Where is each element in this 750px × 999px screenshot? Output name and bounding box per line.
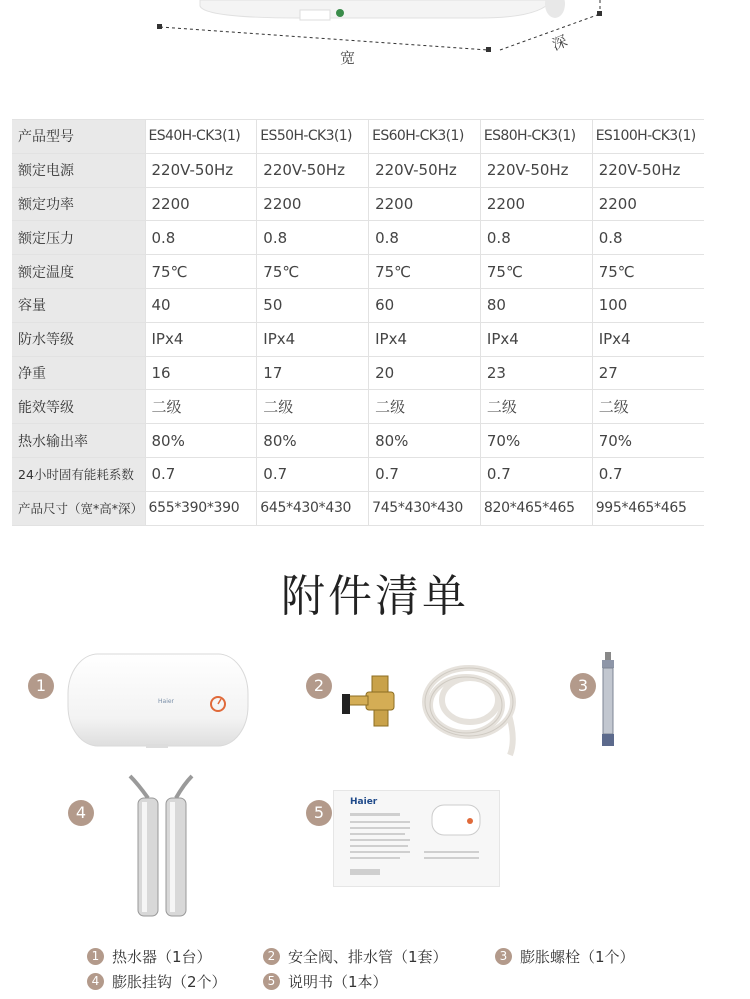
legend-text-2: 安全阀、排水管（1套） xyxy=(288,948,448,966)
spec-row xyxy=(12,322,704,356)
spec-cell: 0.7 xyxy=(257,457,369,491)
spec-cell: 20 xyxy=(369,356,481,390)
spec-cell: 75℃ xyxy=(592,255,704,289)
spec-cell: 75℃ xyxy=(369,255,481,289)
spec-cell: 0.7 xyxy=(480,457,592,491)
legend-item-4 xyxy=(87,971,227,992)
badge-3: 3 xyxy=(570,673,596,699)
spec-row xyxy=(12,120,704,154)
spec-row xyxy=(12,288,704,322)
spec-cell: 220V-50Hz xyxy=(592,153,704,187)
spec-cell: 0.7 xyxy=(369,457,481,491)
spec-cell: IPx4 xyxy=(480,322,592,356)
spec-row-label: 额定温度 xyxy=(12,255,145,289)
depth-label: 深 xyxy=(549,31,571,55)
spec-cell: 75℃ xyxy=(145,255,257,289)
spec-row xyxy=(12,187,704,221)
badge-5: 5 xyxy=(306,800,332,826)
spec-cell: 0.8 xyxy=(257,221,369,255)
badge-2: 2 xyxy=(306,673,332,699)
spec-cell: 220V-50Hz xyxy=(480,153,592,187)
legend-text-1: 热水器（1台） xyxy=(112,948,212,966)
spec-cell: 0.7 xyxy=(592,457,704,491)
heater-brand: Haier xyxy=(158,698,175,705)
legend-num-1: 1 xyxy=(87,948,104,965)
spec-row xyxy=(12,424,704,458)
legend-num-5: 5 xyxy=(263,973,280,990)
width-label: 宽 xyxy=(340,49,356,67)
spec-row-label: 能效等级 xyxy=(12,390,145,424)
legend-item-1 xyxy=(87,946,212,967)
spec-cell: 2200 xyxy=(257,187,369,221)
spec-cell: ES40H-CK3(1) xyxy=(145,120,257,154)
accessories-title: 附件清单 xyxy=(281,571,469,622)
spec-cell: 16 xyxy=(145,356,257,390)
dimension-drawing xyxy=(0,0,750,80)
spec-row-label: 防水等级 xyxy=(12,322,145,356)
spec-cell: 80 xyxy=(480,288,592,322)
spec-cell: IPx4 xyxy=(592,322,704,356)
spec-cell: 2200 xyxy=(592,187,704,221)
spec-row xyxy=(12,457,704,491)
spec-cell: 2200 xyxy=(145,187,257,221)
spec-cell: 17 xyxy=(257,356,369,390)
spec-cell: 27 xyxy=(592,356,704,390)
spec-cell: IPx4 xyxy=(145,322,257,356)
legend-item-2 xyxy=(263,946,448,967)
legend-text-4: 膨胀挂钩（2个） xyxy=(112,973,227,991)
spec-cell: 80% xyxy=(257,424,369,458)
spec-cell: ES60H-CK3(1) xyxy=(369,120,481,154)
spec-cell: 100 xyxy=(592,288,704,322)
spec-row-label: 热水输出率 xyxy=(12,424,145,458)
spec-cell: 645*430*430 xyxy=(257,491,369,525)
spec-row-label: 容量 xyxy=(12,288,145,322)
expansion-hooks-image xyxy=(124,772,200,920)
spec-cell: 75℃ xyxy=(480,255,592,289)
spec-cell: 80% xyxy=(369,424,481,458)
spec-row-label: 产品型号 xyxy=(12,120,145,154)
spec-cell: ES80H-CK3(1) xyxy=(480,120,592,154)
spec-row xyxy=(12,491,704,525)
legend-item-3 xyxy=(495,946,635,967)
spec-row xyxy=(12,390,704,424)
legend-text-5: 说明书（1本） xyxy=(288,973,388,991)
spec-cell: IPx4 xyxy=(369,322,481,356)
spec-row-label: 净重 xyxy=(12,356,145,390)
spec-cell: 220V-50Hz xyxy=(257,153,369,187)
spec-cell: 2200 xyxy=(369,187,481,221)
dimension-lines xyxy=(0,0,750,80)
spec-cell: 二级 xyxy=(592,390,704,424)
spec-cell: IPx4 xyxy=(257,322,369,356)
spec-cell: 745*430*430 xyxy=(369,491,481,525)
spec-cell: ES50H-CK3(1) xyxy=(257,120,369,154)
manual-brand: Haier xyxy=(350,797,378,807)
spec-cell: 820*465*465 xyxy=(480,491,592,525)
spec-cell: 2200 xyxy=(480,187,592,221)
spec-cell: 23 xyxy=(480,356,592,390)
spec-cell: 二级 xyxy=(369,390,481,424)
user-manual-image xyxy=(333,790,500,887)
spec-cell: 50 xyxy=(257,288,369,322)
water-heater-image xyxy=(66,652,250,748)
badge-4: 4 xyxy=(68,800,94,826)
safety-valve-image xyxy=(340,672,410,732)
spec-row xyxy=(12,356,704,390)
spec-row-label: 额定电源 xyxy=(12,153,145,187)
spec-cell: 655*390*390 xyxy=(145,491,257,525)
spec-cell: 0.8 xyxy=(480,221,592,255)
spec-row-label: 额定功率 xyxy=(12,187,145,221)
spec-cell: 70% xyxy=(480,424,592,458)
spec-row xyxy=(12,153,704,187)
spec-cell: 二级 xyxy=(480,390,592,424)
spec-cell: 60 xyxy=(369,288,481,322)
spec-cell: 0.8 xyxy=(145,221,257,255)
legend-text-3: 膨胀螺栓（1个） xyxy=(520,948,635,966)
spec-row xyxy=(12,255,704,289)
legend-num-4: 4 xyxy=(87,973,104,990)
spec-cell: 二级 xyxy=(145,390,257,424)
spec-cell: 二级 xyxy=(257,390,369,424)
spec-cell: 220V-50Hz xyxy=(369,153,481,187)
legend-num-3: 3 xyxy=(495,948,512,965)
spec-row-label: 额定压力 xyxy=(12,221,145,255)
spec-cell: 220V-50Hz xyxy=(145,153,257,187)
badge-1: 1 xyxy=(28,673,54,699)
expansion-bolt-image xyxy=(598,652,618,747)
spec-cell: 0.8 xyxy=(592,221,704,255)
spec-table-body xyxy=(12,120,704,526)
spec-table xyxy=(12,119,704,526)
spec-cell: 995*465*465 xyxy=(592,491,704,525)
spec-cell: 40 xyxy=(145,288,257,322)
legend-item-5 xyxy=(263,971,388,992)
spec-cell: ES100H-CK3(1) xyxy=(592,120,704,154)
spec-cell: 70% xyxy=(592,424,704,458)
spec-cell: 75℃ xyxy=(257,255,369,289)
spec-cell: 0.7 xyxy=(145,457,257,491)
spec-row xyxy=(12,221,704,255)
legend-num-2: 2 xyxy=(263,948,280,965)
spec-cell: 0.8 xyxy=(369,221,481,255)
spec-cell: 80% xyxy=(145,424,257,458)
drain-hose-image xyxy=(414,660,524,760)
spec-row-label: 24小时固有能耗系数 xyxy=(12,457,145,491)
spec-row-label: 产品尺寸（宽*高*深） xyxy=(12,491,145,525)
